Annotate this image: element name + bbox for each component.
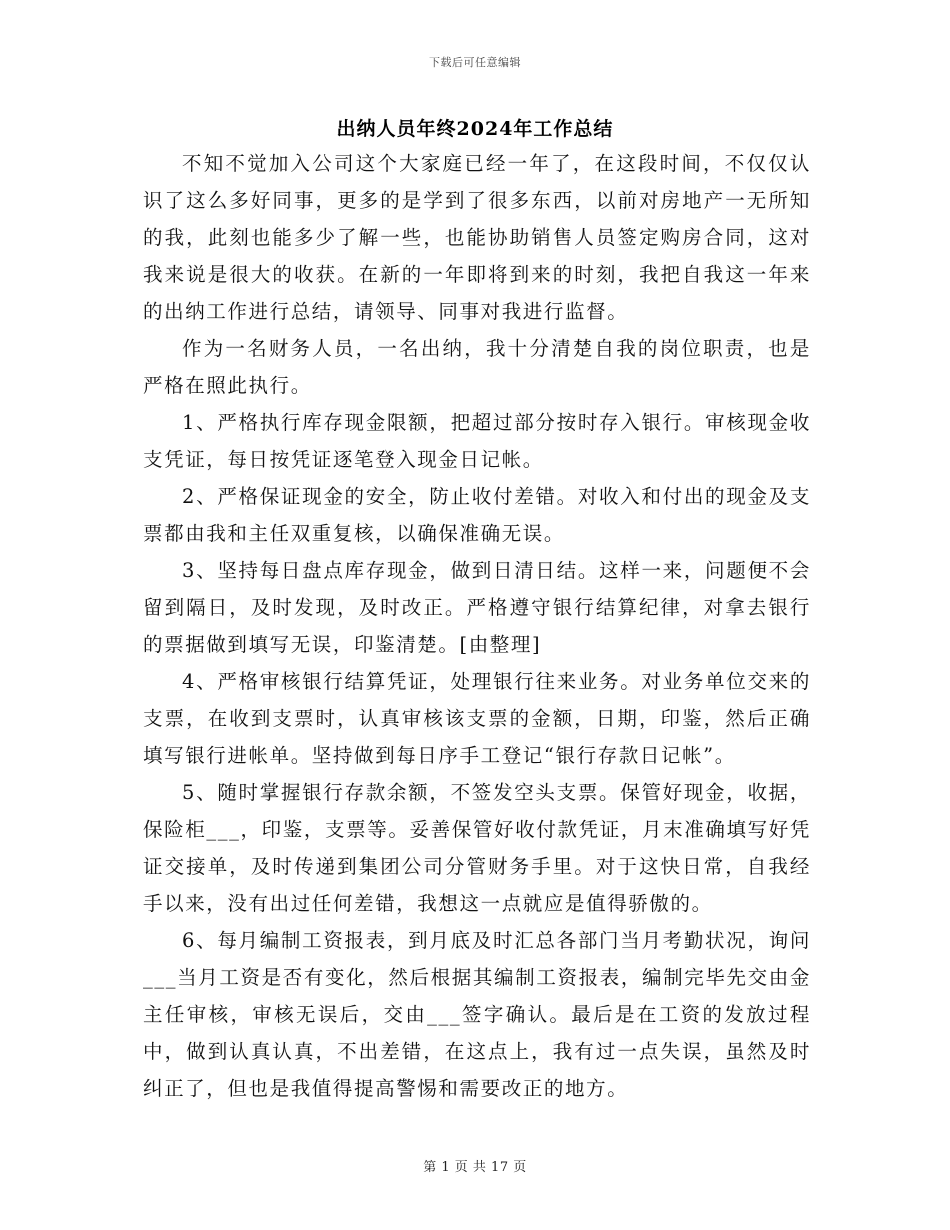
paragraph-role: 作为一名财务人员，一名出纳，我十分清楚自我的岗位职责，也是严格在照此执行。 xyxy=(143,337,811,397)
document-body xyxy=(143,145,811,1107)
header-note: 下载后可任意编辑 xyxy=(429,56,521,69)
paragraph-item-5: 5、随时掌握银行存款余额，不签发空头支票。保管好现金，收据，保险柜___，印鉴，支票等。妥善保管好收付款凭证，月末准确填写好凭证交接单，及时传递到集团公司分管财务手里。对于这快日常，自我经手以来，没有出过任何差错，我想这一点就应是值得骄傲的。 xyxy=(143,781,811,915)
page-number: 第 1 页 共 17 页 xyxy=(423,1160,527,1175)
paragraph-intro: 不知不觉加入公司这个大家庭已经一年了，在这段时间，不仅仅认识了这么多好同事，更多的是学到了很多东西，以前对房地产一无所知的我，此刻也能多少了解一些，也能协助销售人员签定购房合同，这对我来说是很大的收获。在新的一年即将到来的时刻，我把自我这一年来的出纳工作进行总结，请领导、同事对我进行监督。 xyxy=(143,152,811,323)
paragraph-item-2: 2、严格保证现金的安全，防止收付差错。对收入和付出的现金及支票都由我和主任双重复核，以确保准确无误。 xyxy=(143,485,811,545)
paragraph-item-3: 3、坚持每日盘点库存现金，做到日清日结。这样一来，问题便不会留到隔日，及时发现，及时改正。严格遵守银行结算纪律，对拿去银行的票据做到填写无误，印鉴清楚。[由整理] xyxy=(143,559,811,656)
document-title: 出纳人员年终2024年工作总结 xyxy=(336,118,614,140)
paragraph-item-4: 4、严格审核银行结算凭证，处理银行往来业务。对业务单位交来的支票，在收到支票时，认真审核该支票的金额，日期，印鉴，然后正确填写银行进帐单。坚持做到每日序手工登记“银行存款日记帐”。 xyxy=(143,670,811,767)
paragraph-item-6: 6、每月编制工资报表，到月底及时汇总各部门当月考勤状况，询问___当月工资是否有变化，然后根据其编制工资报表，编制完毕先交由金主任审核，审核无误后，交由___签字确认。最后是在工资的发放过程中，做到认真认真，不出差错，在这点上，我有过一点失误，虽然及时纠正了，但也是我值得提高警惕和需要改正的地方。 xyxy=(143,929,811,1100)
paragraph-item-1: 1、严格执行库存现金限额，把超过部分按时存入银行。审核现金收支凭证，每日按凭证逐笔登入现金日记帐。 xyxy=(143,411,811,471)
